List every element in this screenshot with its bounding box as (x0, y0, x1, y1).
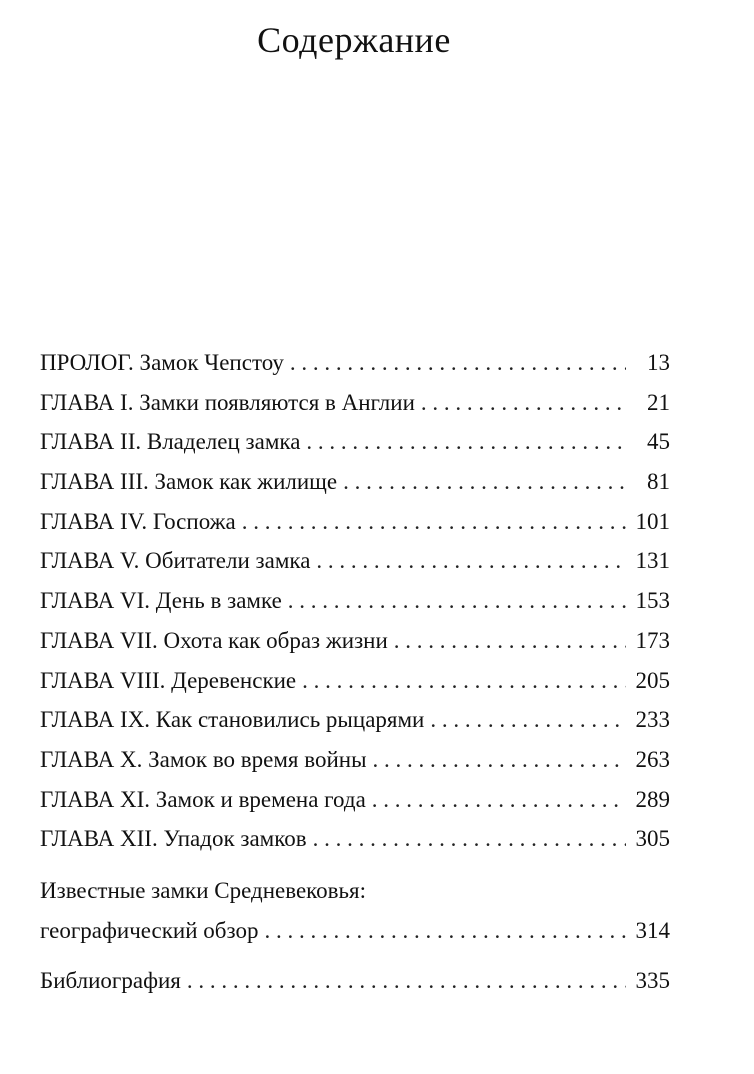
toc-entry-appendix-row (40, 911, 670, 951)
toc-entry-page: 21 (647, 389, 670, 415)
dot-leader (187, 961, 626, 1001)
toc-entry-page: 13 (647, 350, 670, 375)
toc-entry-prologue[interactable] (40, 343, 670, 383)
toc-entry-label: ГЛАВА I. Замки появляются в Англии (40, 389, 415, 415)
toc-entry-chapter-4[interactable] (40, 502, 670, 542)
toc-entry-page: 205 (635, 667, 670, 693)
toc-entry-chapter-9[interactable] (40, 700, 670, 740)
toc-entry-page: 289 (635, 786, 670, 812)
toc-entry-appendix[interactable] (40, 871, 670, 951)
toc-entry-page: 81 (647, 469, 670, 495)
dot-leader (373, 740, 626, 780)
toc-entry-chapter-3[interactable] (40, 462, 670, 502)
dot-leader (430, 700, 626, 740)
page-title: Содержание (257, 20, 451, 60)
toc-entry-page: 335 (635, 967, 670, 993)
dot-leader (264, 911, 626, 951)
toc-entry-label: ГЛАВА V. Обитатели замка (40, 548, 311, 574)
toc-entry-chapter-8[interactable] (40, 661, 670, 701)
dot-leader (302, 661, 626, 701)
dot-leader (290, 343, 626, 383)
dot-leader (394, 621, 626, 661)
toc-entry-label: ГЛАВА III. Замок как жилище (40, 469, 338, 495)
toc-entry-page: 45 (647, 429, 670, 455)
toc-entry-chapter-5[interactable] (40, 541, 670, 581)
toc-entry-label: ГЛАВА IV. Госпожа (40, 508, 236, 534)
toc-entry-page: 173 (635, 627, 670, 653)
dot-leader (306, 422, 626, 462)
toc-entry-page: 101 (635, 508, 670, 534)
dot-leader (343, 462, 626, 502)
toc-entry-label: ГЛАВА VIII. Деревенские (40, 667, 297, 693)
dot-leader (316, 541, 626, 581)
toc-entry-page: 153 (635, 588, 670, 614)
toc-entry-label: ГЛАВА X. Замок во время войны (40, 746, 367, 772)
table-of-contents (40, 343, 670, 1000)
toc-entry-chapter-11[interactable] (40, 780, 670, 820)
toc-entry-chapter-7[interactable] (40, 621, 670, 661)
dot-leader (372, 780, 626, 820)
toc-entry-page: 233 (635, 707, 670, 733)
toc-entry-chapter-1[interactable] (40, 383, 670, 423)
toc-entry-label: ГЛАВА VII. Охота как образ жизни (40, 627, 388, 653)
toc-entry-label: ГЛАВА VI. День в замке (40, 588, 282, 614)
dot-leader (313, 819, 626, 859)
toc-entry-label-line2: географический обзор (40, 917, 259, 943)
toc-entry-label: Библиография (40, 967, 181, 993)
toc-entry-page: 131 (635, 548, 670, 574)
toc-entry-label: ГЛАВА IX. Как становились рыцарями (40, 707, 425, 733)
toc-entry-label: ГЛАВА XII. Упадок замков (40, 826, 307, 852)
toc-entry-page: 314 (635, 917, 670, 943)
toc-entry-label: ПРОЛОГ. Замок Чепстоу (40, 350, 284, 375)
dot-leader (242, 502, 626, 542)
toc-entry-label-line1: Известные замки Средневековья: (40, 877, 366, 903)
dot-leader (288, 581, 626, 621)
toc-entry-bibliography[interactable] (40, 961, 670, 1001)
dot-leader (421, 383, 626, 423)
toc-entry-label: ГЛАВА XI. Замок и времена года (40, 786, 366, 812)
toc-entry-chapter-2[interactable] (40, 422, 670, 462)
toc-entry-chapter-12[interactable] (40, 819, 670, 859)
toc-entry-chapter-10[interactable] (40, 740, 670, 780)
toc-entry-label: ГЛАВА II. Владелец замка (40, 429, 301, 455)
toc-entry-page: 263 (635, 746, 670, 772)
toc-entry-page: 305 (635, 826, 670, 852)
toc-entry-chapter-6[interactable] (40, 581, 670, 621)
